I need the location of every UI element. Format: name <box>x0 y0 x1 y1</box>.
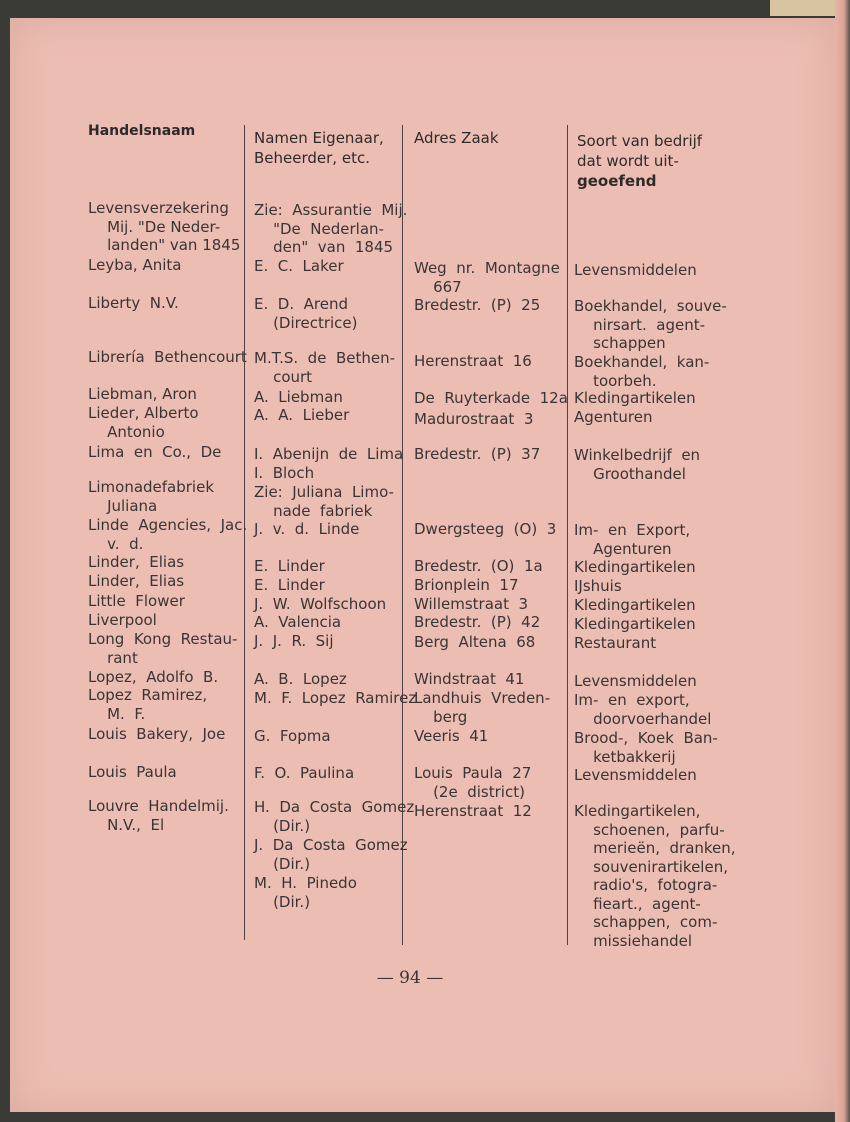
handelsnaam-entry <box>88 592 185 611</box>
entry-line: Antonio <box>88 422 165 441</box>
entry-line: A. A. Lieber <box>254 406 350 424</box>
entry-line: Mij. "De Neder- <box>88 217 221 236</box>
entry-line: toorbeh. <box>574 371 657 390</box>
entry-line: N.V., El <box>88 815 165 834</box>
entry-line: Zie: Juliana Limo- <box>254 483 394 501</box>
eigenaar-entry <box>254 257 344 276</box>
adres-entry <box>414 633 535 652</box>
entry-line: E. Linder <box>254 557 325 575</box>
adres-entry <box>414 595 528 614</box>
handelsnaam-entry <box>88 478 214 515</box>
entry-line: Restaurant <box>574 634 657 652</box>
entry-line: Herenstraat 12 <box>414 802 532 820</box>
entry-line: Kledingartikelen <box>574 389 696 407</box>
eigenaar-entry <box>254 557 325 576</box>
entry-line: M. H. Pinedo <box>254 874 357 892</box>
entry-line: Windstraat 41 <box>414 670 525 688</box>
soort-entry <box>574 389 696 408</box>
entry-line: De Ruyterkade 12a <box>414 389 568 407</box>
entry-line: rant <box>88 648 138 667</box>
entry-line: ketbakkerij <box>574 747 676 766</box>
soort-entry <box>574 408 652 427</box>
entry-line: Louis Paula <box>88 763 177 781</box>
entry-line: Winkelbedrijf en <box>574 446 701 464</box>
adres-entry <box>414 727 488 746</box>
entry-line: Madurostraat 3 <box>414 410 534 428</box>
entry-line: Im- en Export, <box>574 521 691 539</box>
handelsnaam-entry <box>88 763 177 782</box>
adres-entry <box>414 613 540 632</box>
entry-line: souvenirartikelen, <box>574 857 728 876</box>
entry-line: Liebman, Aron <box>88 385 197 403</box>
entry-line: I. Abenijn de Lima <box>254 445 404 463</box>
header-line: dat wordt uit- <box>577 152 679 170</box>
entry-line: Boekhandel, kan- <box>574 353 710 371</box>
entry-line: Zie: Assurantie Mij. <box>254 201 408 219</box>
entry-line: berg <box>414 707 468 726</box>
eigenaar-entry <box>254 388 343 407</box>
entry-line: E. D. Arend <box>254 295 348 313</box>
header-soort-bedrijf <box>577 131 702 191</box>
entry-line: Louis Bakery, Joe <box>88 725 226 743</box>
entry-line: Levensmiddelen <box>574 261 697 279</box>
handelsnaam-entry <box>88 443 221 462</box>
entry-line: M.T.S. de Bethen- <box>254 349 396 367</box>
header-line: Soort van bedrijf <box>577 132 703 150</box>
handelsnaam-entry <box>88 199 240 255</box>
entry-line: Lopez Ramirez, <box>88 686 208 704</box>
eigenaar-entry <box>254 576 325 595</box>
entry-line: Veeris 41 <box>414 727 489 745</box>
eigenaar-entry <box>254 632 334 651</box>
entry-line: Linder, Elias <box>88 553 185 571</box>
handelsnaam-entry <box>88 516 247 553</box>
entry-line: schappen <box>574 334 666 352</box>
entry-line: Landhuis Vreden- <box>414 689 551 707</box>
soort-entry <box>574 802 736 950</box>
entry-line: Kledingartikelen <box>574 596 696 614</box>
handelsnaam-entry <box>88 404 199 441</box>
entry-line: Lopez, Adolfo B. <box>88 668 219 686</box>
entry-line: Boekhandel, souve- <box>574 297 727 315</box>
entry-line: G. Fopma <box>254 727 331 745</box>
adres-entry <box>414 689 550 726</box>
adres-entry <box>414 352 532 371</box>
page-edge <box>835 0 850 1122</box>
eigenaar-entry <box>254 798 414 835</box>
soort-entry <box>574 353 709 390</box>
adres-entry <box>414 576 519 595</box>
soort-entry <box>574 672 697 691</box>
adres-entry <box>414 410 533 429</box>
entry-line: IJshuis <box>574 577 622 595</box>
soort-entry <box>574 596 696 615</box>
entry-line: H. Da Costa Gomez <box>254 798 415 816</box>
entry-line: Liberty N.V. <box>88 294 179 312</box>
entry-line: Levensmiddelen <box>574 672 697 690</box>
eigenaar-entry <box>254 295 358 332</box>
entry-line: schoenen, parfu- <box>574 820 725 839</box>
entry-line: F. O. Paulina <box>254 764 355 782</box>
eigenaar-entry <box>254 201 407 257</box>
eigenaar-entry <box>254 520 359 539</box>
entry-line: Leyba, Anita <box>88 256 182 274</box>
entry-line: nirsart. agent- <box>574 315 706 334</box>
eigenaar-entry <box>254 727 331 746</box>
entry-line: Bredestr. (P) 42 <box>414 613 541 631</box>
soort-entry <box>574 261 697 280</box>
entry-line: A. Liebman <box>254 388 343 406</box>
entry-line: Weg nr. Montagne <box>414 259 560 277</box>
header-line: Beheerder, etc. <box>254 149 370 167</box>
adres-entry <box>414 445 540 464</box>
eigenaar-entry <box>254 613 341 632</box>
entry-line: E. Linder <box>254 576 325 594</box>
entry-line: Brionplein 17 <box>414 576 519 594</box>
entry-line: Bredestr. (P) 37 <box>414 445 541 463</box>
entry-line: J. Da Costa Gomez <box>254 836 408 854</box>
adres-entry <box>414 764 531 801</box>
header-line: geoefend <box>577 172 657 190</box>
eigenaar-entry <box>254 874 357 911</box>
entry-line: Lima en Co., De <box>88 443 222 461</box>
entry-line: landen" van 1845 <box>88 236 241 254</box>
soort-entry <box>574 634 656 653</box>
adres-entry <box>414 802 532 821</box>
header-adres-zaak: Adres Zaak <box>414 129 499 147</box>
eigenaar-entry <box>254 464 314 483</box>
header-handelsnaam: Handelsnaam <box>88 123 196 139</box>
soort-entry <box>574 558 696 577</box>
entry-line: 667 <box>414 277 462 296</box>
entry-line: (2e district) <box>414 782 525 801</box>
entry-line: (Dir.) <box>254 816 311 835</box>
entry-line: Kledingartikelen <box>574 558 696 576</box>
soort-entry <box>574 729 718 766</box>
handelsnaam-entry <box>88 348 247 367</box>
entry-line: Willemstraat 3 <box>414 595 529 613</box>
soort-entry <box>574 691 711 728</box>
handelsnaam-entry <box>88 725 225 744</box>
adres-entry <box>414 389 568 408</box>
entry-line: Im- en export, <box>574 691 690 709</box>
entry-line: Berg Altena 68 <box>414 633 536 651</box>
entry-line: I. Bloch <box>254 464 315 482</box>
entry-line: Herenstraat 16 <box>414 352 532 370</box>
entry-line: (Dir.) <box>254 854 311 873</box>
entry-line: Groothandel <box>574 464 686 483</box>
entry-line: fieart., agent- <box>574 894 701 913</box>
eigenaar-entry <box>254 670 347 689</box>
entry-line: J. J. R. Sij <box>254 632 334 650</box>
handelsnaam-entry <box>88 797 229 834</box>
eigenaar-entry <box>254 406 349 425</box>
column-divider <box>567 125 568 945</box>
entry-line: Librería Bethencourt <box>88 348 247 366</box>
page-number: — 94 — <box>376 968 444 988</box>
entry-line: Agenturen <box>574 539 672 558</box>
entry-line: Louis Paula 27 <box>414 764 532 782</box>
entry-line: Juliana <box>88 496 158 515</box>
entry-line: "De Nederlan- <box>254 219 384 238</box>
handelsnaam-entry <box>88 630 237 667</box>
adres-entry <box>414 557 543 576</box>
eigenaar-entry <box>254 349 395 386</box>
handelsnaam-entry <box>88 385 197 404</box>
handelsnaam-entry <box>88 256 181 275</box>
adres-entry <box>414 259 560 296</box>
adres-entry <box>414 296 540 315</box>
entry-line: Little Flower <box>88 592 185 610</box>
entry-line: Linder, Elias <box>88 572 185 590</box>
soort-entry <box>574 297 727 353</box>
header-namen-eigenaar <box>254 128 384 168</box>
entry-line: Long Kong Restau- <box>88 630 238 648</box>
entry-line: Liverpool <box>88 611 157 629</box>
entry-line: Louvre Handelmij. <box>88 797 229 815</box>
entry-line: M. F. Lopez Ramirez <box>254 689 417 707</box>
entry-line: A. B. Lopez <box>254 670 347 688</box>
entry-line: v. d. <box>88 534 144 553</box>
entry-line: Limonadefabriek <box>88 478 215 496</box>
entry-line: den" van 1845 <box>254 238 394 256</box>
header-line: Namen Eigenaar, <box>254 129 384 147</box>
adres-entry <box>414 670 524 689</box>
eigenaar-entry <box>254 836 408 873</box>
soort-entry <box>574 766 697 785</box>
entry-line: doorvoerhandel <box>574 709 712 728</box>
entry-line: A. Valencia <box>254 613 342 631</box>
entry-line: missiehandel <box>574 931 693 950</box>
soort-entry <box>574 521 690 558</box>
handelsnaam-entry <box>88 553 184 572</box>
eigenaar-entry <box>254 689 416 708</box>
entry-line: Dwergsteeg (O) 3 <box>414 520 557 538</box>
entry-line: Levensverzekering <box>88 199 229 217</box>
entry-line: M. F. <box>88 704 146 723</box>
handelsnaam-entry <box>88 294 179 313</box>
entry-line: Linde Agencies, Jac. <box>88 516 248 534</box>
entry-line: Levensmiddelen <box>574 766 697 784</box>
entry-line: Kledingartikelen <box>574 615 696 633</box>
entry-line: Brood-, Koek Ban- <box>574 729 718 747</box>
entry-line: schappen, com- <box>574 913 718 931</box>
entry-line: (Dir.) <box>254 892 311 911</box>
entry-line: Kledingartikelen, <box>574 802 701 820</box>
entry-line: J. W. Wolfschoon <box>254 595 387 613</box>
entry-line: Bredestr. (P) 25 <box>414 296 541 314</box>
soort-entry <box>574 615 696 634</box>
eigenaar-entry <box>254 483 394 520</box>
handelsnaam-entry <box>88 611 157 630</box>
entry-line: radio's, fotogra- <box>574 876 718 894</box>
adres-entry <box>414 520 556 539</box>
eigenaar-entry <box>254 445 403 464</box>
eigenaar-entry <box>254 595 386 614</box>
entry-line: Agenturen <box>574 408 653 426</box>
entry-line: merieën, dranken, <box>574 839 736 857</box>
handelsnaam-entry <box>88 572 184 591</box>
handelsnaam-entry <box>88 668 218 687</box>
entry-line: court <box>254 367 313 386</box>
eigenaar-entry <box>254 764 354 783</box>
entry-line: Bredestr. (O) 1a <box>414 557 543 575</box>
entry-line: nade fabriek <box>254 501 373 520</box>
entry-line: E. C. Laker <box>254 257 344 275</box>
soort-entry <box>574 446 700 483</box>
entry-line: (Directrice) <box>254 313 358 332</box>
soort-entry <box>574 577 622 596</box>
entry-line: J. v. d. Linde <box>254 520 360 538</box>
handelsnaam-entry <box>88 686 207 723</box>
entry-line: Lieder, Alberto <box>88 404 199 422</box>
